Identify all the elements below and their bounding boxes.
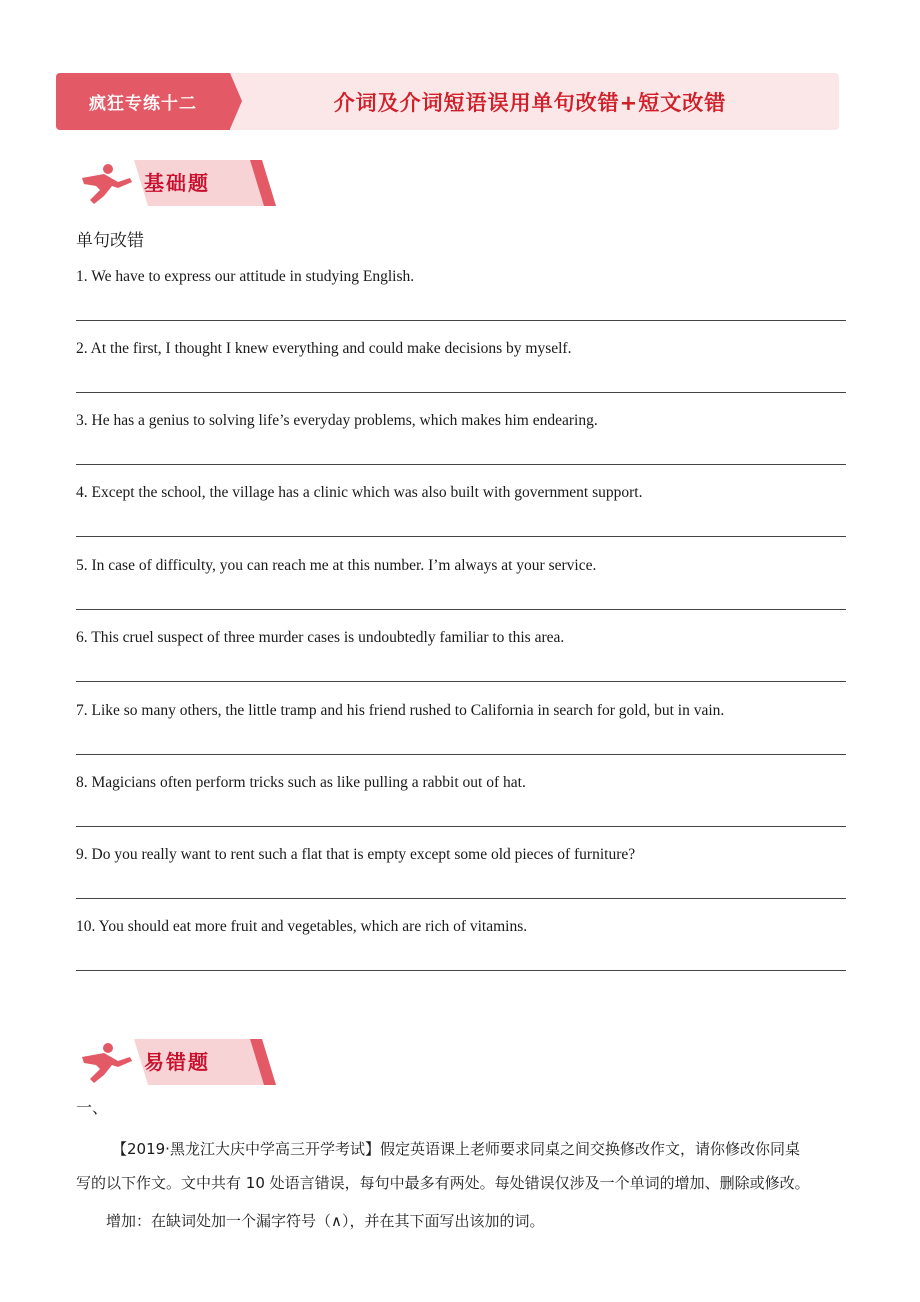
question-2: 2. At the first, I thought I knew everything and could make decisions by myself. <box>76 340 572 357</box>
answer-line-7[interactable] <box>76 754 846 755</box>
answer-line-6[interactable] <box>76 681 846 682</box>
answer-line-3[interactable] <box>76 464 846 465</box>
page-title: 介词及介词短语误用单句改错+短文改错 <box>333 90 727 115</box>
question-5: 5. In case of difficulty, you can reach me at this number. I’m always at your service. <box>76 557 597 574</box>
question-10: 10. You should eat more fruit and vegetables, which are rich of vitamins. <box>76 918 528 935</box>
section-title: 单句改错 <box>76 231 144 251</box>
answer-line-1[interactable] <box>76 320 846 321</box>
header-arrow <box>230 73 242 129</box>
answer-line-9[interactable] <box>76 898 846 899</box>
question-4: 4. Except the school, the village has a clinic which was also built with government support. <box>76 484 643 501</box>
question-6: 6. This cruel suspect of three murder cases is undoubtedly familiar to this area. <box>76 629 565 646</box>
answer-line-5[interactable] <box>76 609 846 610</box>
item-number: 一、 <box>76 1098 109 1117</box>
question-1: 1. We have to express our attitude in studying English. <box>76 268 415 285</box>
section-badge-basic <box>74 160 276 206</box>
answer-line-4[interactable] <box>76 536 846 537</box>
section-badge-tricky <box>74 1039 276 1085</box>
question-9: 9. Do you really want to rent such a flat that is empty except some old pieces of furniture? <box>76 846 636 863</box>
question-7: 7. Like so many others, the little tramp and his friend rushed to California in search for gold, but in vain. <box>76 702 725 719</box>
section-label-basic: 基础题 <box>144 171 210 195</box>
passage-instruction-line-1: 【2019·黑龙江大庆中学高三开学考试】假定英语课上老师要求同桌之间交换修改作文，请你修改你同桌 <box>112 1140 800 1158</box>
header-tag: 疯狂专练十二 <box>56 73 230 130</box>
question-3: 3. He has a genius to solving life’s everyday problems, which makes him endearing. <box>76 412 598 429</box>
answer-line-10[interactable] <box>76 970 846 971</box>
passage-instruction-line-3: 增加：在缺词处加一个漏字符号（∧），并在其下面写出该加的词。 <box>106 1212 545 1230</box>
passage-instruction-line-2: 写的以下作文。文中共有 10 处语言错误，每句中最多有两处。每处错误仅涉及一个单词的增加、删除或修改。 <box>76 1174 810 1192</box>
answer-line-8[interactable] <box>76 826 846 827</box>
answer-line-2[interactable] <box>76 392 846 393</box>
question-8: 8. Magicians often perform tricks such as like pulling a rabbit out of hat. <box>76 774 526 791</box>
section-label-tricky: 易错题 <box>144 1050 210 1074</box>
